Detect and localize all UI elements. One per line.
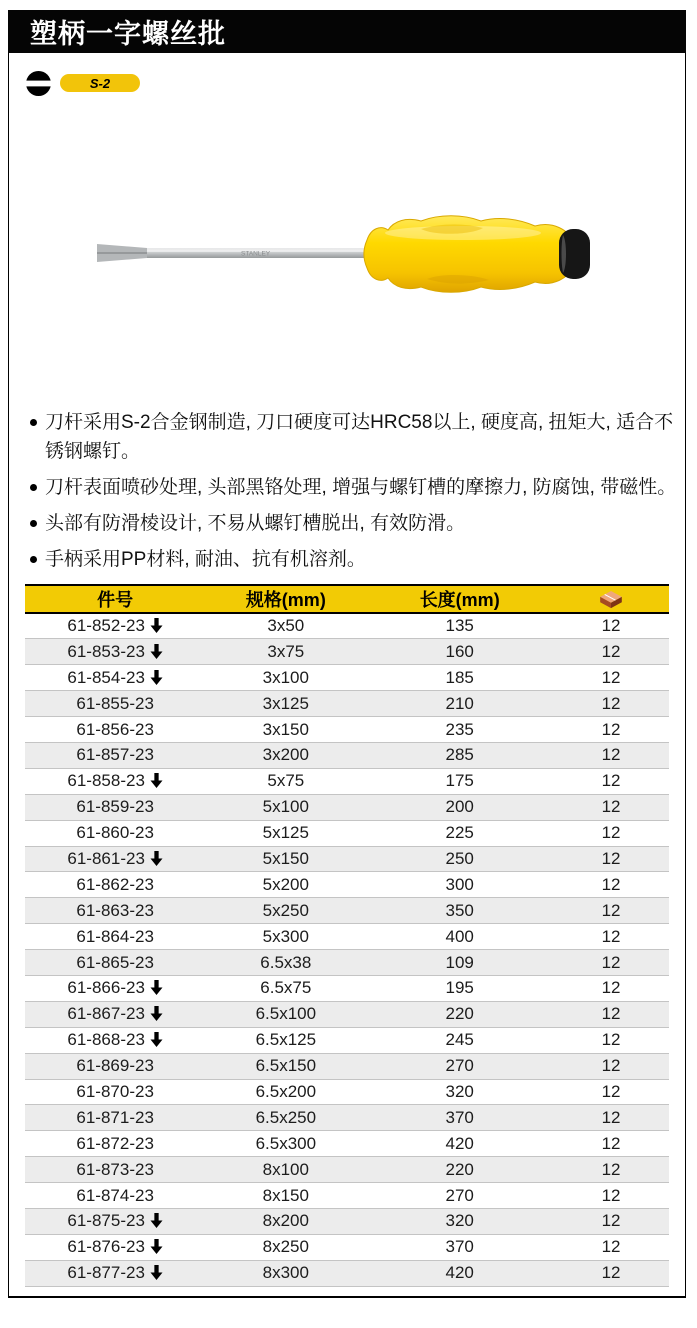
part-number: 61-867-23 xyxy=(67,1004,145,1024)
table-row xyxy=(25,924,669,950)
parts-table xyxy=(25,584,669,1287)
col-header-spec: 规格(mm) xyxy=(205,585,366,613)
carton-qty-cell: 12 xyxy=(553,665,669,691)
carton-qty-cell: 12 xyxy=(553,1001,669,1027)
part-number-cell xyxy=(25,820,205,846)
table-row xyxy=(25,950,669,976)
part-number: 61-860-23 xyxy=(76,823,154,843)
carton-qty-cell: 12 xyxy=(553,1157,669,1183)
part-number: 61-857-23 xyxy=(76,745,154,765)
table-row xyxy=(25,794,669,820)
carton-qty-cell: 12 xyxy=(553,1079,669,1105)
table-row xyxy=(25,1157,669,1183)
col-header-carton-qty xyxy=(553,585,669,613)
spec-cell: 3x50 xyxy=(205,613,366,639)
spec-cell: 8x100 xyxy=(205,1157,366,1183)
down-arrow-icon xyxy=(150,644,163,659)
table-row xyxy=(25,820,669,846)
part-number: 61-858-23 xyxy=(67,771,145,791)
table-row xyxy=(25,1183,669,1209)
part-number-cell xyxy=(25,872,205,898)
part-number-cell xyxy=(25,742,205,768)
carton-qty-cell: 12 xyxy=(553,1260,669,1286)
spec-cell: 8x200 xyxy=(205,1208,366,1234)
slotted-screwdriver-tip-icon xyxy=(25,70,52,97)
down-arrow-icon xyxy=(150,1006,163,1021)
length-cell: 235 xyxy=(366,717,553,743)
down-arrow-icon xyxy=(150,1213,163,1228)
length-cell: 285 xyxy=(366,742,553,768)
carton-qty-cell: 12 xyxy=(553,1027,669,1053)
part-number: 61-874-23 xyxy=(76,1185,154,1205)
length-cell: 270 xyxy=(366,1183,553,1209)
part-number: 61-863-23 xyxy=(76,900,154,920)
part-number-cell xyxy=(25,613,205,639)
carton-qty-cell: 12 xyxy=(553,768,669,794)
length-cell: 225 xyxy=(366,820,553,846)
shaft-brand-marking: STANLEY xyxy=(241,250,271,258)
part-number-cell xyxy=(25,665,205,691)
spec-cell: 6.5x150 xyxy=(205,1053,366,1079)
part-number-cell xyxy=(25,924,205,950)
spec-cell: 3x75 xyxy=(205,639,366,665)
feature-list xyxy=(29,408,677,581)
table-row xyxy=(25,665,669,691)
part-number: 61-862-23 xyxy=(76,874,154,894)
table-row xyxy=(25,1027,669,1053)
length-cell: 420 xyxy=(366,1260,553,1286)
carton-qty-cell: 12 xyxy=(553,639,669,665)
length-cell: 210 xyxy=(366,691,553,717)
spec-cell: 8x300 xyxy=(205,1260,366,1286)
length-cell: 135 xyxy=(366,613,553,639)
length-cell: 370 xyxy=(366,1234,553,1260)
part-number: 61-876-23 xyxy=(67,1237,145,1257)
length-cell: 195 xyxy=(366,975,553,1001)
part-number-cell xyxy=(25,639,205,665)
carton-qty-cell: 12 xyxy=(553,924,669,950)
product-image-screwdriver xyxy=(91,195,601,307)
table-row xyxy=(25,1131,669,1157)
page-title: 塑柄一字螺丝批 xyxy=(30,19,226,49)
down-arrow-icon xyxy=(150,618,163,633)
part-number: 61-864-23 xyxy=(76,926,154,946)
length-cell: 320 xyxy=(366,1079,553,1105)
table-row xyxy=(25,872,669,898)
spec-cell: 6.5x200 xyxy=(205,1079,366,1105)
table-row xyxy=(25,691,669,717)
length-cell: 109 xyxy=(366,950,553,976)
carton-box-icon xyxy=(600,591,622,609)
part-number-cell xyxy=(25,846,205,872)
length-cell: 160 xyxy=(366,639,553,665)
part-number: 61-854-23 xyxy=(67,667,145,687)
part-number: 61-866-23 xyxy=(67,978,145,998)
length-cell: 220 xyxy=(366,1001,553,1027)
part-number: 61-868-23 xyxy=(67,1030,145,1050)
carton-qty-cell: 12 xyxy=(553,898,669,924)
length-cell: 400 xyxy=(366,924,553,950)
length-cell: 300 xyxy=(366,872,553,898)
feature-item: 手柄采用PP材料, 耐油、抗有机溶剂。 xyxy=(29,545,677,574)
down-arrow-icon xyxy=(150,1265,163,1280)
spec-cell: 5x200 xyxy=(205,872,366,898)
length-cell: 185 xyxy=(366,665,553,691)
feature-item: 刀杆采用S-2合金钢制造, 刀口硬度可达HRC58以上, 硬度高, 扭矩大, 适合不锈钢螺钉。 xyxy=(29,408,677,466)
carton-qty-cell: 12 xyxy=(553,975,669,1001)
spec-cell: 5x300 xyxy=(205,924,366,950)
spec-cell: 3x150 xyxy=(205,717,366,743)
table-row xyxy=(25,846,669,872)
part-number: 61-853-23 xyxy=(67,641,145,661)
spec-cell: 5x250 xyxy=(205,898,366,924)
table-row xyxy=(25,613,669,639)
table-row xyxy=(25,898,669,924)
part-number: 61-869-23 xyxy=(76,1056,154,1076)
down-arrow-icon xyxy=(150,773,163,788)
part-number-cell xyxy=(25,717,205,743)
part-number: 61-856-23 xyxy=(76,719,154,739)
down-arrow-icon xyxy=(150,670,163,685)
carton-qty-cell: 12 xyxy=(553,613,669,639)
part-number-cell xyxy=(25,1001,205,1027)
carton-qty-cell: 12 xyxy=(553,1208,669,1234)
part-number: 61-865-23 xyxy=(76,952,154,972)
spec-cell: 5x150 xyxy=(205,846,366,872)
spec-cell: 6.5x250 xyxy=(205,1105,366,1131)
spec-cell: 6.5x38 xyxy=(205,950,366,976)
table-row xyxy=(25,639,669,665)
carton-qty-cell: 12 xyxy=(553,794,669,820)
part-number-cell xyxy=(25,950,205,976)
feature-item: 刀杆表面喷砂处理, 头部黑铬处理, 增强与螺钉槽的摩擦力, 防腐蚀, 带磁性。 xyxy=(29,473,677,502)
part-number-cell xyxy=(25,898,205,924)
carton-qty-cell: 12 xyxy=(553,1234,669,1260)
table-row xyxy=(25,1079,669,1105)
table-header-row xyxy=(25,585,669,613)
carton-qty-cell: 12 xyxy=(553,950,669,976)
down-arrow-icon xyxy=(150,1032,163,1047)
length-cell: 320 xyxy=(366,1208,553,1234)
length-cell: 270 xyxy=(366,1053,553,1079)
parts-table-body xyxy=(25,613,669,1286)
part-number: 61-871-23 xyxy=(76,1107,154,1127)
length-cell: 350 xyxy=(366,898,553,924)
part-number: 61-859-23 xyxy=(76,797,154,817)
down-arrow-icon xyxy=(150,980,163,995)
carton-qty-cell: 12 xyxy=(553,717,669,743)
length-cell: 420 xyxy=(366,1131,553,1157)
carton-qty-cell: 12 xyxy=(553,1183,669,1209)
table-row xyxy=(25,975,669,1001)
table-row xyxy=(25,1208,669,1234)
part-number: 61-855-23 xyxy=(76,693,154,713)
table-row xyxy=(25,1053,669,1079)
carton-qty-cell: 12 xyxy=(553,872,669,898)
table-row xyxy=(25,1001,669,1027)
steel-grade-badge: S-2 xyxy=(60,74,140,92)
part-number-cell xyxy=(25,768,205,794)
carton-qty-cell: 12 xyxy=(553,1131,669,1157)
feature-item: 头部有防滑棱设计, 不易从螺钉槽脱出, 有效防滑。 xyxy=(29,509,677,538)
catalog-page-frame xyxy=(8,10,686,1298)
spec-cell: 6.5x125 xyxy=(205,1027,366,1053)
table-row xyxy=(25,717,669,743)
spec-cell: 5x100 xyxy=(205,794,366,820)
part-number-cell xyxy=(25,1053,205,1079)
col-header-part-number: 件号 xyxy=(25,585,205,613)
part-number-cell xyxy=(25,1131,205,1157)
spec-cell: 8x250 xyxy=(205,1234,366,1260)
part-number: 61-873-23 xyxy=(76,1159,154,1179)
part-number: 61-877-23 xyxy=(67,1263,145,1283)
table-row xyxy=(25,1260,669,1286)
part-number-cell xyxy=(25,1157,205,1183)
part-number-cell xyxy=(25,1079,205,1105)
length-cell: 245 xyxy=(366,1027,553,1053)
down-arrow-icon xyxy=(150,851,163,866)
col-header-length: 长度(mm) xyxy=(366,585,553,613)
length-cell: 220 xyxy=(366,1157,553,1183)
length-cell: 370 xyxy=(366,1105,553,1131)
spec-cell: 3x200 xyxy=(205,742,366,768)
spec-cell: 6.5x75 xyxy=(205,975,366,1001)
length-cell: 250 xyxy=(366,846,553,872)
length-cell: 200 xyxy=(366,794,553,820)
spec-cell: 6.5x100 xyxy=(205,1001,366,1027)
table-row xyxy=(25,1234,669,1260)
part-number-cell xyxy=(25,691,205,717)
table-row xyxy=(25,742,669,768)
carton-qty-cell: 12 xyxy=(553,1105,669,1131)
spec-cell: 5x75 xyxy=(205,768,366,794)
tip-type-row xyxy=(25,69,140,97)
spec-cell: 3x125 xyxy=(205,691,366,717)
part-number-cell xyxy=(25,1260,205,1286)
part-number-cell xyxy=(25,1027,205,1053)
part-number-cell xyxy=(25,1234,205,1260)
carton-qty-cell: 12 xyxy=(553,691,669,717)
carton-qty-cell: 12 xyxy=(553,846,669,872)
part-number: 61-872-23 xyxy=(76,1133,154,1153)
carton-qty-cell: 12 xyxy=(553,1053,669,1079)
spec-cell: 8x150 xyxy=(205,1183,366,1209)
part-number: 61-861-23 xyxy=(67,848,145,868)
part-number-cell xyxy=(25,1183,205,1209)
part-number-cell xyxy=(25,975,205,1001)
spec-cell: 5x125 xyxy=(205,820,366,846)
part-number: 61-875-23 xyxy=(67,1211,145,1231)
spec-cell: 6.5x300 xyxy=(205,1131,366,1157)
part-number: 61-852-23 xyxy=(67,616,145,636)
carton-qty-cell: 12 xyxy=(553,742,669,768)
down-arrow-icon xyxy=(150,1239,163,1254)
length-cell: 175 xyxy=(366,768,553,794)
part-number-cell xyxy=(25,1208,205,1234)
part-number-cell xyxy=(25,794,205,820)
part-number-cell xyxy=(25,1105,205,1131)
table-row xyxy=(25,768,669,794)
table-row xyxy=(25,1105,669,1131)
part-number: 61-870-23 xyxy=(76,1081,154,1101)
spec-cell: 3x100 xyxy=(205,665,366,691)
carton-qty-cell: 12 xyxy=(553,820,669,846)
title-bar xyxy=(8,10,686,53)
